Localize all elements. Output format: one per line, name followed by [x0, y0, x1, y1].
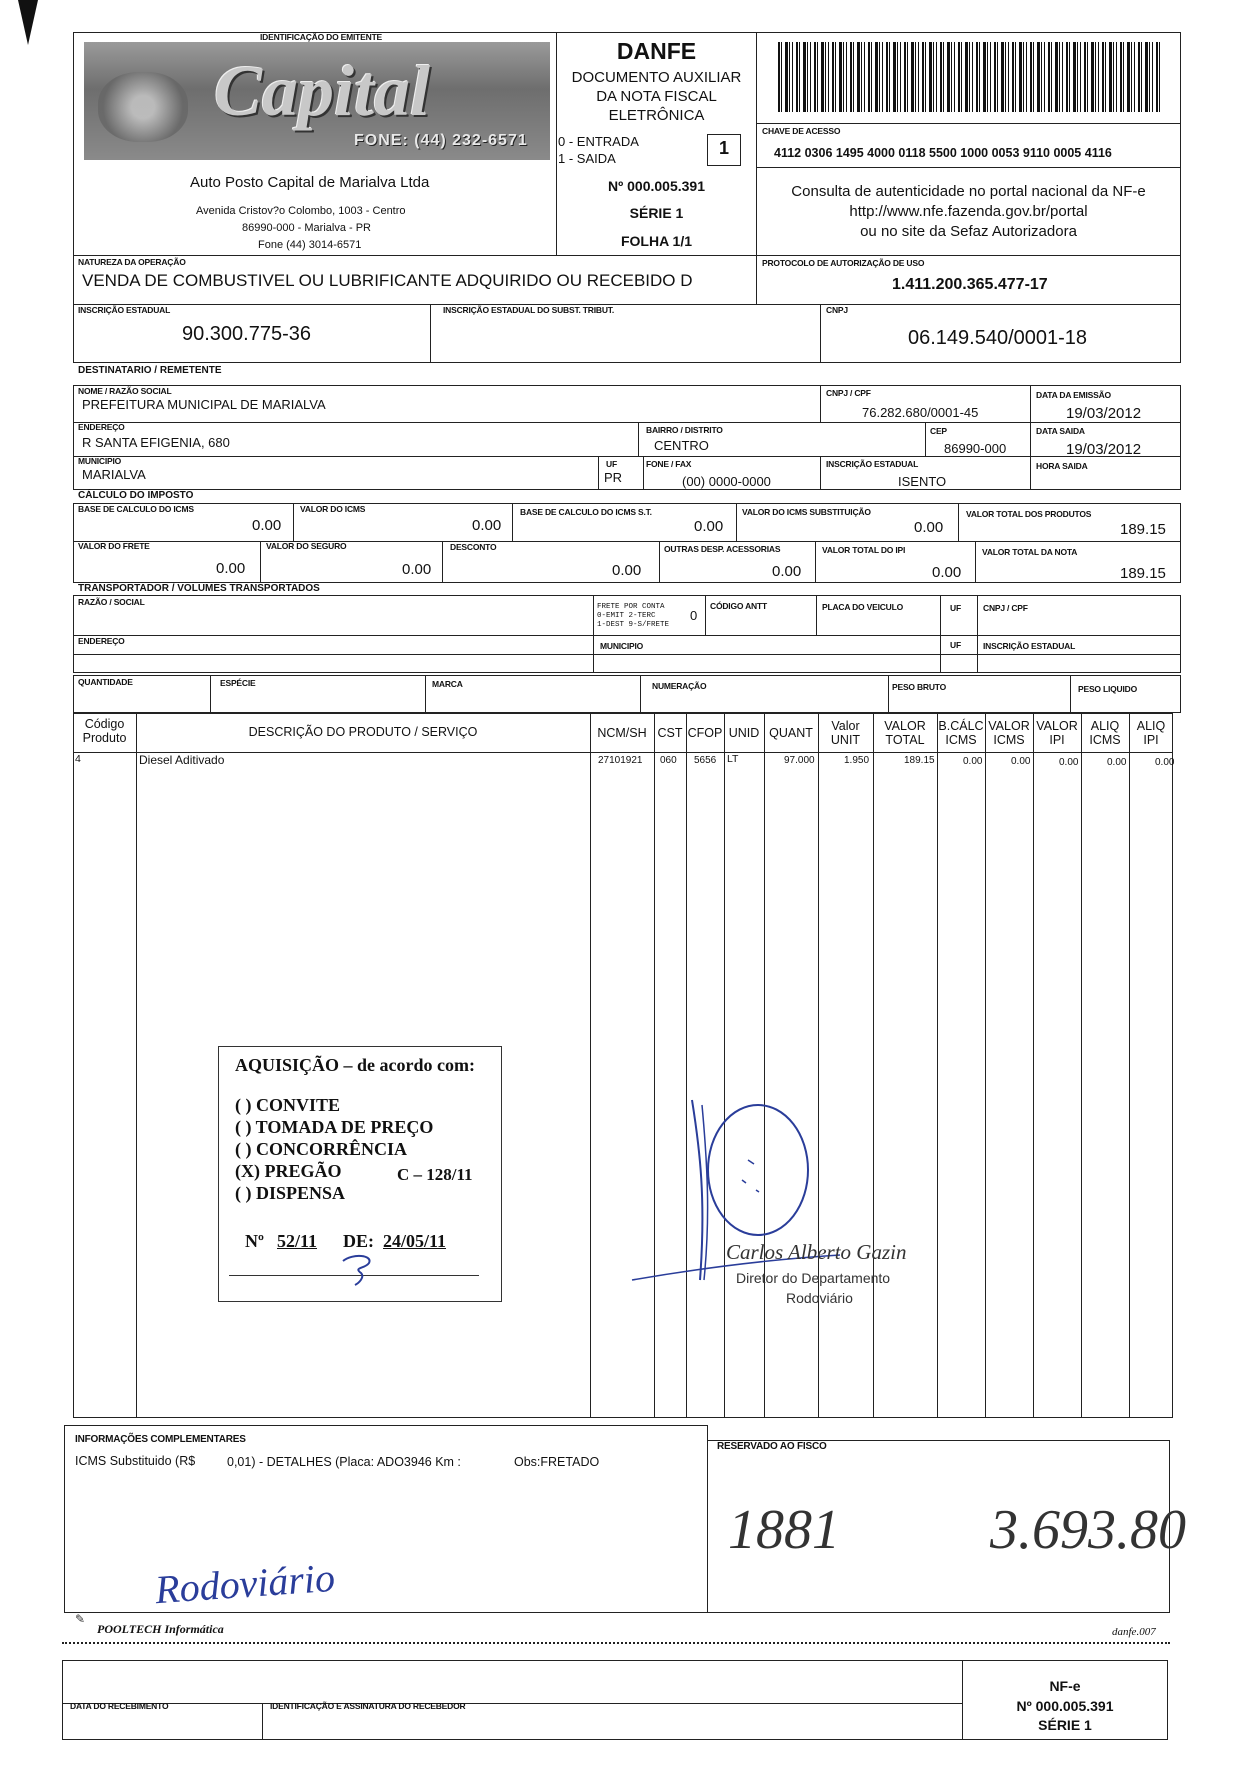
canhoto-data-label: DATA DO RECEBIMENTO [70, 1701, 169, 1711]
informacoes-handwritten: Rodoviário [153, 1554, 337, 1613]
danfe-entrada: 0 - ENTRADA [558, 134, 639, 149]
logo-phone: FONE: (44) 232-6571 [354, 132, 528, 149]
base-icms-label: BASE DE CALCULO DO ICMS [78, 504, 194, 514]
danfe-numero: Nº 000.005.391 [608, 178, 705, 194]
valor-icms-label: VALOR DO ICMS [300, 504, 366, 514]
row-ncm: 27101921 [598, 755, 643, 766]
consulta-line-3: ou no site da Sefaz Autorizadora [860, 223, 1077, 240]
stamp-opt-2: ( ) TOMADA DE PREÇO [235, 1117, 434, 1137]
base-icms: 0.00 [252, 517, 282, 534]
cnpj-label: CNPJ [826, 305, 848, 315]
fisco-handwritten-2: 3.693.80 [990, 1499, 1186, 1561]
canhoto-serie: SÉRIE 1 [1038, 1717, 1092, 1733]
footer-software: POOLTECH Informática [97, 1622, 224, 1636]
col-cfop: CFOP [687, 726, 723, 740]
danfe-subtitle-3: ELETRÔNICA [608, 107, 705, 124]
canhoto-numero: Nº 000.005.391 [1016, 1698, 1114, 1714]
dest-fone: (00) 0000-0000 [682, 474, 771, 489]
col-unid: UNID [728, 726, 760, 740]
col-codigo: Código Produto [82, 717, 127, 745]
seguro-label: VALOR DO SEGURO [266, 541, 347, 551]
col-aicms: ALIQ ICMS [1089, 719, 1121, 747]
dest-uf: PR [604, 470, 623, 485]
informacoes-text-2: 0,01) - DETALHES (Placa: ADO3946 Km : [227, 1455, 461, 1469]
dest-municipio: MARIALVA [82, 467, 146, 482]
total-prod: 189.15 [1120, 521, 1166, 538]
frete-conta-1: FRETE POR CONTA [597, 603, 665, 611]
valor-icms: 0.00 [472, 517, 502, 534]
row-vunit: 1.950 [844, 755, 870, 766]
fisco-handwritten-1: 1881 [728, 1499, 840, 1561]
natureza-value: VENDA DE COMBUSTIVEL OU LUBRIFICANTE ADQUIRIDO OU RECEBIDO D [82, 271, 693, 290]
dest-ie: ISENTO [898, 474, 947, 489]
outras-label: OUTRAS DESP. ACESSORIAS [664, 544, 781, 554]
danfe-title: DANFE [616, 38, 697, 64]
stamp-de-label: DE: [343, 1231, 374, 1251]
chave-label: CHAVE DE ACESSO [762, 126, 841, 136]
dest-endereco: R SANTA EFIGENIA, 680 [82, 435, 230, 450]
danfe-folha: FOLHA 1/1 [620, 233, 693, 249]
dest-saida: 19/03/2012 [1066, 441, 1142, 458]
ie-label: INSCRIÇÃO ESTADUAL [78, 305, 171, 315]
consulta-line-2: http://www.nfe.fazenda.gov.br/portal [849, 203, 1088, 220]
numeracao-label: NUMERAÇÃO [652, 681, 707, 691]
canhoto-ident-label: IDENTIFICAÇÃO E ASSINATURA DO RECEBEDOR [270, 1701, 466, 1711]
trans-uf-label: UF [950, 603, 961, 613]
row-vipi: 0.00 [1059, 757, 1079, 768]
fisco-label: RESERVADO AO FISCO [717, 1441, 827, 1452]
emitente-phone: Fone (44) 3014-6571 [258, 239, 362, 251]
ie-st-label: INSCRIÇÃO ESTADUAL DO SUBST. TRIBUT. [443, 305, 614, 315]
dest-emissao: 19/03/2012 [1066, 405, 1142, 422]
frete-conta-3: 1-DEST 9-S/FRETE [597, 621, 670, 629]
col-vicms: VALOR ICMS [988, 719, 1030, 747]
company-logo [84, 42, 550, 160]
ipi: 0.00 [932, 564, 962, 581]
total-prod-label: VALOR TOTAL DOS PRODUTOS [966, 509, 1092, 519]
emitente-section-label: IDENTIFICAÇÃO DO EMITENTE [260, 32, 383, 42]
col-aipi: ALIQ IPI [1136, 719, 1166, 747]
stamp-de: 24/05/11 [383, 1231, 447, 1251]
consulta-line-1: Consulta de autenticidade no portal nacional da NF-e [791, 183, 1146, 200]
signature-name: Carlos Alberto Gazin [726, 1240, 907, 1264]
signature-role-1: Diretor do Departamento [736, 1270, 891, 1286]
row-quant: 97.000 [784, 755, 815, 766]
trans-municipio-label: MUNICIPIO [600, 641, 644, 651]
base-st: 0.00 [694, 518, 724, 535]
aquisicao-stamp [218, 1046, 502, 1302]
col-cst: CST [657, 726, 683, 740]
ipi-label: VALOR TOTAL DO IPI [822, 545, 906, 555]
stamp-opt-5: ( ) DISPENSA [235, 1183, 346, 1203]
row-descricao: Diesel Aditivado [139, 753, 225, 767]
col-vtotal: VALOR TOTAL [884, 719, 926, 747]
informacoes-label: INFORMAÇÕES COMPLEMENTARES [75, 1434, 246, 1445]
danfe-subtitle-2: DA NOTA FISCAL [596, 88, 717, 105]
stamp-initial [339, 1251, 379, 1287]
dest-hora-label: HORA SAIDA [1036, 461, 1088, 471]
emitente-address-1: Avenida Cristov?o Colombo, 1003 - Centro [196, 205, 406, 217]
cnpj-value: 06.149.540/0001-18 [908, 327, 1088, 349]
dest-bairro-label: BAIRRO / DISTRITO [646, 425, 723, 435]
logo-text: Capital [214, 51, 431, 131]
natureza-label: NATUREZA DA OPERAÇÃO [78, 257, 186, 267]
stamp-title: AQUISIÇÃO – de acordo com: [235, 1055, 475, 1075]
danfe-saida: 1 - SAIDA [558, 151, 616, 166]
row-aipi: 0.00 [1155, 757, 1175, 768]
dest-bairro: CENTRO [654, 438, 709, 453]
dest-cnpj: 76.282.680/0001-45 [862, 405, 979, 420]
barcode [778, 42, 1160, 112]
row-vicms: 0.00 [1011, 756, 1031, 767]
canhoto-nfe: NF-e [1049, 1678, 1081, 1694]
imposto-section: CÁLCULO DO IMPOSTO [78, 490, 194, 501]
danfe-subtitle-1: DOCUMENTO AUXILIAR [571, 69, 742, 86]
destinatario-section: DESTINATARIO / REMETENTE [78, 365, 222, 376]
dest-municipio-label: MUNICIPIO [78, 456, 122, 466]
trans-ie-label: INSCRIÇÃO ESTADUAL [983, 641, 1076, 651]
quantidade-label: QUANTIDADE [78, 677, 133, 687]
frete-conta-2: 0-EMIT 2-TERC [597, 612, 656, 620]
antt-label: CÓDIGO ANTT [710, 601, 767, 611]
row-unid: LT [727, 753, 739, 765]
emitente-name: Auto Posto Capital de Marialva Ltda [190, 174, 430, 191]
stamp-num-label: Nº [245, 1231, 264, 1251]
protocolo-label: PROTOCOLO DE AUTORIZAÇÃO DE USO [762, 258, 925, 268]
trans-razao-label: RAZÃO / SOCIAL [78, 597, 145, 607]
dest-saida-label: DATA SAIDA [1036, 426, 1085, 436]
dest-cep: 86990-000 [944, 441, 1007, 456]
danfe-tipo: 1 [718, 138, 729, 158]
outras: 0.00 [772, 563, 802, 580]
row-vtotal: 189.15 [904, 755, 935, 766]
protocolo-value: 1.411.200.365.477-17 [892, 276, 1048, 293]
desconto: 0.00 [612, 562, 642, 579]
frete-conta-value: 0 [690, 608, 698, 623]
seguro: 0.00 [402, 561, 432, 578]
dest-uf-label: UF [606, 459, 617, 469]
row-codigo: 4 [75, 753, 81, 765]
trans-uf-label-2: UF [950, 640, 961, 650]
cut-line [62, 1642, 1170, 1644]
emitente-address-2: 86990-000 - Marialva - PR [242, 222, 372, 234]
desconto-label: DESCONTO [450, 542, 497, 552]
peso-liquido-label: PESO LIQUIDO [1078, 684, 1137, 694]
danfe-serie: SÉRIE 1 [629, 205, 684, 221]
placa-label: PLACA DO VEICULO [822, 602, 904, 612]
dest-endereco-label: ENDEREÇO [78, 422, 125, 432]
total-nota-label: VALOR TOTAL DA NOTA [982, 547, 1078, 557]
informacoes-text-3: Obs:FRETADO [514, 1455, 600, 1469]
dest-fone-label: FONE / FAX [646, 459, 692, 469]
row-cfop: 5656 [694, 755, 717, 766]
signature-role-2: Rodoviário [786, 1290, 853, 1306]
col-bcalc: B.CÁLC ICMS [938, 719, 984, 747]
total-nota: 189.15 [1120, 565, 1166, 582]
valor-st-label: VALOR DO ICMS SUBSTITUIÇÃO [742, 507, 871, 517]
col-descricao: DESCRIÇÃO DO PRODUTO / SERVIÇO [248, 725, 478, 739]
dest-cep-label: CEP [930, 426, 947, 436]
col-ncm: NCM/SH [597, 726, 647, 740]
stamp-num: 52/11 [277, 1231, 318, 1251]
trans-cnpj-label: CNPJ / CPF [983, 603, 1028, 613]
dest-emissao-label: DATA DA EMISSÃO [1036, 390, 1111, 400]
dest-nome: PREFEITURA MUNICIPAL DE MARIALVA [82, 397, 326, 412]
stamp-opt-4: (X) PREGÃO [235, 1161, 342, 1181]
scan-corner-mark [18, 0, 38, 45]
chave-value: 4112 0306 1495 4000 0118 5500 1000 0053 9110 0005 4116 [774, 146, 1112, 160]
pooltech-icon: ✎ [75, 1612, 86, 1626]
frete: 0.00 [216, 560, 246, 577]
valor-st: 0.00 [914, 519, 944, 536]
row-aicms: 0.00 [1107, 757, 1127, 768]
row-cst: 060 [660, 755, 677, 766]
trans-endereco-label: ENDEREÇO [78, 636, 125, 646]
frete-label: VALOR DO FRETE [78, 541, 150, 551]
col-vipi: VALOR IPI [1036, 719, 1078, 747]
col-quant: QUANT [769, 726, 813, 740]
base-st-label: BASE DE CALCULO DO ICMS S.T. [520, 507, 652, 517]
peso-bruto-label: PESO BRUTO [892, 682, 947, 692]
col-vunit: Valor UNIT [830, 719, 861, 747]
dest-nome-label: NOME / RAZÃO SOCIAL [78, 386, 172, 396]
ie-value: 90.300.775-36 [182, 323, 312, 345]
transportador-section: TRANSPORTADOR / VOLUMES TRANSPORTADOS [78, 583, 320, 594]
stamp-opt-4-ref: C – 128/11 [397, 1165, 473, 1184]
stamp-opt-1: ( ) CONVITE [235, 1095, 341, 1115]
row-bcalc: 0.00 [963, 756, 983, 767]
footer-form-code: danfe.007 [1112, 1626, 1156, 1638]
especie-label: ESPÉCIE [220, 678, 256, 688]
marca-label: MARCA [432, 679, 463, 689]
dest-cnpj-label: CNPJ / CPF [826, 388, 871, 398]
dest-ie-label: INSCRIÇÃO ESTADUAL [826, 459, 919, 469]
stamp-opt-3: ( ) CONCORRÊNCIA [235, 1139, 407, 1159]
informacoes-text-1: ICMS Substituido (R$ [75, 1454, 196, 1468]
